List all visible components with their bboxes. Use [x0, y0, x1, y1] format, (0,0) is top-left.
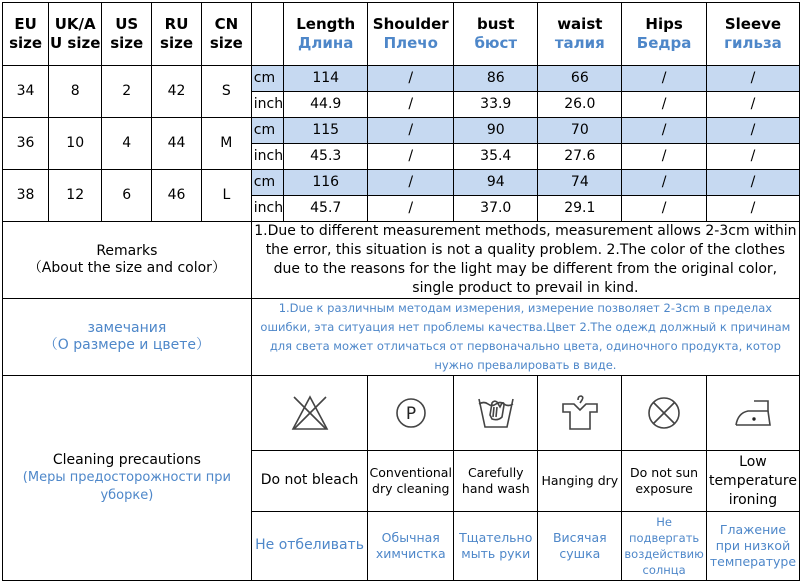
- dry-clean-p-icon: [368, 376, 454, 451]
- bust-cell: 33.9: [454, 92, 538, 118]
- header-waist: waist талия: [538, 3, 622, 66]
- cn-size-cell: M: [201, 118, 251, 170]
- ru-size-cell: 42: [152, 66, 202, 118]
- size-chart-table: [2, 2, 800, 581]
- header-hips: Hips Бедра: [622, 3, 707, 66]
- sleeve-cell: /: [706, 118, 799, 144]
- header-cn-size: CN size: [201, 3, 251, 66]
- unit-cell: inch: [251, 196, 283, 222]
- care-label-ru: Тщательно мыть руки: [454, 512, 538, 581]
- remarks-text-en: 1.Due to different measurement methods, measurement allows 2-3cm within the error, this situation is not a quality problem. 2.The color of the clothes due to the reasons for the light may be different from the original color, single product to prevail in kind.: [251, 222, 799, 299]
- waist-cell: 29.1: [538, 196, 622, 222]
- remarks-ru-row: [3, 299, 800, 376]
- length-cell: 116: [284, 170, 368, 196]
- unit-cell: cm: [251, 170, 283, 196]
- care-label-en: Conventional dry cleaning: [368, 451, 454, 512]
- length-cell: 114: [284, 66, 368, 92]
- cleaning-icons-row: [3, 376, 800, 451]
- table-row: [3, 118, 800, 144]
- care-label-ru: Висячая сушка: [538, 512, 622, 581]
- us-size-cell: 4: [102, 118, 152, 170]
- shoulder-cell: /: [368, 66, 454, 92]
- sleeve-cell: /: [706, 66, 799, 92]
- care-label-en: Do not bleach: [251, 451, 368, 512]
- care-label-ru: Обычная химчистка: [368, 512, 454, 581]
- header-row: [3, 3, 800, 66]
- header-bust: bust бюст: [454, 3, 538, 66]
- header-sleeve: Sleeve гильза: [706, 3, 799, 66]
- hanging-dry-icon: [538, 376, 622, 451]
- svg-text:P: P: [405, 404, 416, 424]
- table-row: [3, 170, 800, 196]
- length-cell: 45.3: [284, 144, 368, 170]
- header-us-size: US size: [102, 3, 152, 66]
- sleeve-cell: /: [706, 144, 799, 170]
- ru-size-cell: 46: [152, 170, 202, 222]
- hips-cell: /: [622, 196, 707, 222]
- header-shoulder: Shoulder Плечо: [368, 3, 454, 66]
- waist-cell: 74: [538, 170, 622, 196]
- low-temp-iron-icon: [706, 376, 799, 451]
- bust-cell: 35.4: [454, 144, 538, 170]
- bust-cell: 94: [454, 170, 538, 196]
- remarks-en-row: [3, 222, 800, 299]
- shoulder-cell: /: [368, 196, 454, 222]
- ru-size-cell: 44: [152, 118, 202, 170]
- header-eu-size: EU size: [3, 3, 49, 66]
- care-label-en: Do not sun exposure: [622, 451, 707, 512]
- unit-cell: inch: [251, 144, 283, 170]
- header-uk-size: UK/A U size: [49, 3, 102, 66]
- uk-size-cell: 10: [49, 118, 102, 170]
- remarks-text-ru: 1.Due к различным методам измерения, измерение позволяет 2-3cm в пределах ошибки, эта ситуация нет проблемы качества.Цвет 2.The одежд должный к причинам для света может отличаться от первоначально цвета, одиночного продукта, котор нужно превалировать в виде.: [251, 299, 799, 376]
- header-unit-blank: [251, 3, 283, 66]
- shoulder-cell: /: [368, 118, 454, 144]
- shoulder-cell: /: [368, 170, 454, 196]
- unit-cell: cm: [251, 66, 283, 92]
- unit-cell: cm: [251, 118, 283, 144]
- care-label-en: Carefully hand wash: [454, 451, 538, 512]
- care-label-en: Low temperature ironing: [706, 451, 799, 512]
- sleeve-cell: /: [706, 170, 799, 196]
- remarks-label-ru: замечания （О размере и цвете）: [3, 299, 252, 376]
- hips-cell: /: [622, 170, 707, 196]
- care-label-ru: Не отбеливать: [251, 512, 368, 581]
- eu-size-cell: 38: [3, 170, 49, 222]
- us-size-cell: 6: [102, 170, 152, 222]
- care-label-en: Hanging dry: [538, 451, 622, 512]
- bust-cell: 37.0: [454, 196, 538, 222]
- eu-size-cell: 36: [3, 118, 49, 170]
- cn-size-cell: S: [201, 66, 251, 118]
- eu-size-cell: 34: [3, 66, 49, 118]
- care-label-ru: Глажение при низкой температуре: [706, 512, 799, 581]
- header-length: Length Длина: [284, 3, 368, 66]
- waist-cell: 27.6: [538, 144, 622, 170]
- hips-cell: /: [622, 92, 707, 118]
- shoulder-cell: /: [368, 92, 454, 118]
- unit-cell: inch: [251, 92, 283, 118]
- bust-cell: 90: [454, 118, 538, 144]
- uk-size-cell: 12: [49, 170, 102, 222]
- no-sun-icon: [622, 376, 707, 451]
- care-label-ru: Не подвергать воздействию солнца: [622, 512, 707, 581]
- hips-cell: /: [622, 118, 707, 144]
- sleeve-cell: /: [706, 92, 799, 118]
- header-ru-size: RU size: [152, 3, 202, 66]
- hand-wash-icon: [454, 376, 538, 451]
- uk-size-cell: 8: [49, 66, 102, 118]
- waist-cell: 70: [538, 118, 622, 144]
- hips-cell: /: [622, 66, 707, 92]
- waist-cell: 26.0: [538, 92, 622, 118]
- remarks-label: Remarks （About the size and color）: [3, 222, 252, 299]
- length-cell: 45.7: [284, 196, 368, 222]
- bust-cell: 86: [454, 66, 538, 92]
- length-cell: 44.9: [284, 92, 368, 118]
- shoulder-cell: /: [368, 144, 454, 170]
- hips-cell: /: [622, 144, 707, 170]
- waist-cell: 66: [538, 66, 622, 92]
- us-size-cell: 2: [102, 66, 152, 118]
- table-row: [3, 66, 800, 92]
- cn-size-cell: L: [201, 170, 251, 222]
- cleaning-label: Cleaning precautions (Меры предосторожности при уборке): [3, 376, 252, 581]
- length-cell: 115: [284, 118, 368, 144]
- sleeve-cell: /: [706, 196, 799, 222]
- no-bleach-icon: [251, 376, 368, 451]
